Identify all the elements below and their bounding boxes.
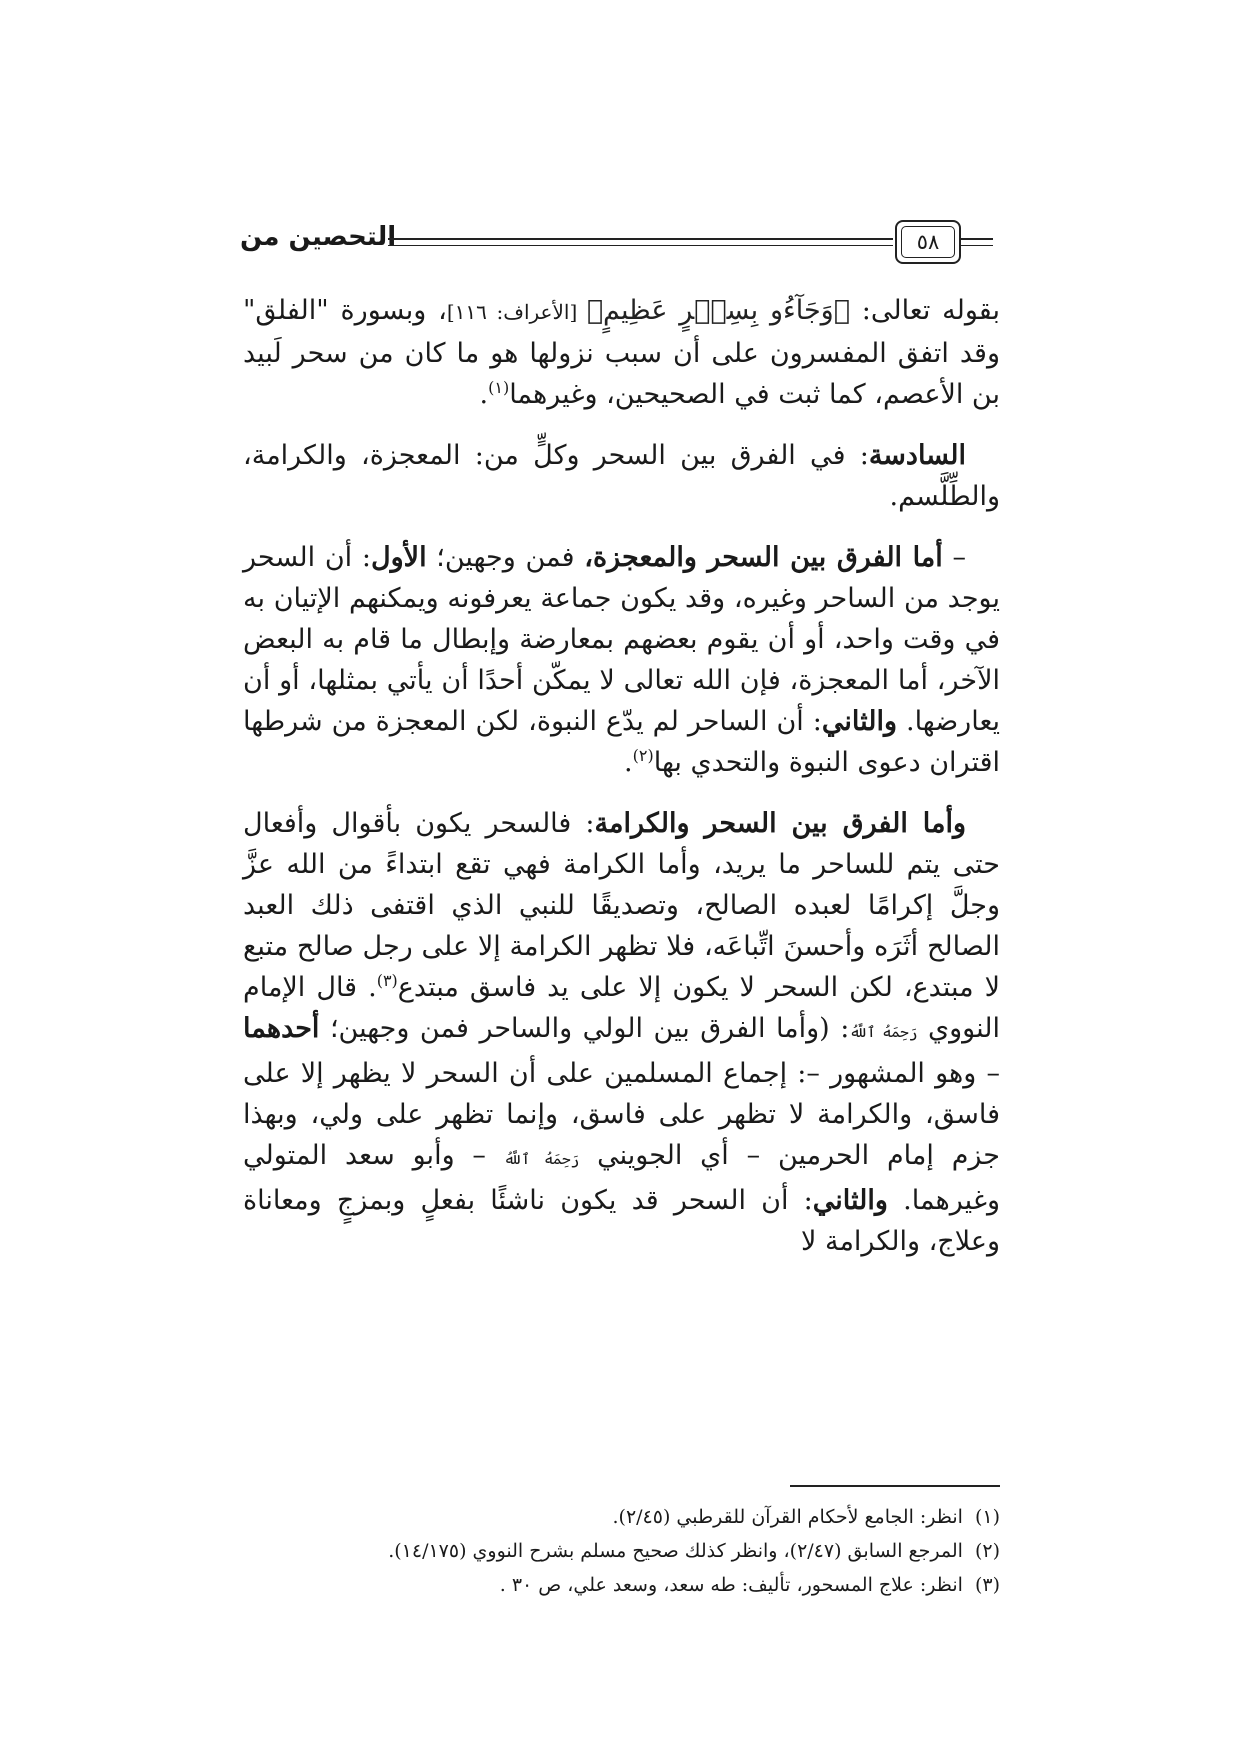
label-second: والثاني bbox=[821, 706, 898, 737]
p4-text: – وهو المشهور –: إجماع المسلمين على أن السحر لا يظهر إلا على فاسق، والكرامة لا تظهر على فاسق، وإنما تظهر على ولي، وبهذا جزم إمام الحرمين – أي الجويني bbox=[243, 1058, 1000, 1171]
page-number: ٥٨ bbox=[916, 230, 940, 254]
p3-text: . bbox=[624, 747, 633, 778]
label-one-of-them: أحدهما bbox=[243, 1013, 320, 1044]
page-number-badge bbox=[895, 220, 961, 264]
p1-text: بقوله تعالى: bbox=[849, 295, 1000, 326]
heading-sixth: السادسة bbox=[868, 440, 966, 471]
paragraph-2 bbox=[243, 435, 1000, 517]
page-body bbox=[243, 290, 1000, 1282]
p4-text: . قال الإمام النووي bbox=[243, 972, 1001, 1044]
header-rule-bottom-left bbox=[388, 245, 893, 246]
footnote-ref-1[interactable]: (١) bbox=[488, 378, 510, 397]
label-first: الأول bbox=[371, 542, 427, 573]
footnote-text: انظر: الجامع لأحكام القرآن للقرطبي (٢/٤٥). bbox=[612, 1506, 963, 1528]
paragraph-3 bbox=[243, 537, 1000, 783]
honorific-glyph: رَحِمَهُ ٱللَّهُ bbox=[849, 1023, 918, 1041]
p4-text: : فالسحر يكون بأقوال وأفعال حتى يتم للساحر ما يريد، وأما الكرامة فهي تقع ابتداءً من الله عزَّ وجلَّ إكرامًا لعبده الصالح، وتصديقًا للنبي الذي اقتفى ذلك العبد الصالح أثَرَه وأحسنَ اتِّباعَه، فلا تظهر الكرامة إلا على رجل صالح متبع لا مبتدع، لكن السحر لا يكون إلا على يد فاسق مبتدع bbox=[243, 808, 1000, 1003]
honorific-glyph: رَحِمَهُ ٱللَّهُ bbox=[503, 1150, 580, 1168]
p3-text: – bbox=[942, 542, 966, 573]
p4-text: : (وأما الفرق بين الولي والساحر فمن وجهين؛ bbox=[319, 1013, 850, 1044]
p3-text: : أن السحر يوجد من الساحر وغيره، وقد يكون جماعة يعرفونه ويمكنهم الإتيان به في وقت واحد، أو أن يقوم بعضهم بمعارضة وإبطال ما قام به البعض الآخر، أما المعجزة، فإن الله تعالى لا يمكّن أحدًا أن يأتي بمثلها، أو أن يعارضها. bbox=[243, 542, 1000, 737]
p2-text: : في الفرق بين السحر وكلٍّ من: المعجزة، والكرامة، والطِّلَّسم. bbox=[243, 440, 1000, 512]
heading-magic-vs-miracle: أما الفرق بين السحر والمعجزة، bbox=[584, 542, 943, 573]
verse-reference: [الأعراف: ١١٦] bbox=[446, 300, 587, 324]
footnote-separator bbox=[790, 1485, 1000, 1487]
heading-magic-vs-karama: وأما الفرق بين السحر والكرامة bbox=[594, 808, 966, 839]
footnote-number: (٣) bbox=[974, 1574, 1000, 1596]
label-second: والثاني bbox=[812, 1185, 888, 1216]
quran-verse: ﴿وَجَآءُو بِسِحۡرٍ عَظِيمٍ﴾ bbox=[586, 295, 850, 326]
footnote-number: (١) bbox=[974, 1506, 1000, 1528]
header-rule-top-left bbox=[388, 238, 893, 240]
p3-text: فمن وجهين؛ bbox=[426, 542, 585, 573]
footnote-ref-3[interactable]: (٣) bbox=[376, 971, 398, 990]
footnotes bbox=[243, 1500, 1000, 1602]
footnote-number: (٢) bbox=[974, 1540, 1000, 1562]
footnote-1 bbox=[243, 1500, 1000, 1534]
paragraph-1 bbox=[243, 290, 1000, 415]
running-title: التحصين من bbox=[240, 222, 397, 252]
p3-text: : أن الساحر لم يدّع النبوة، لكن المعجزة من شرطها اقتران دعوى النبوة والتحدي بها bbox=[243, 706, 1000, 778]
p4-text: : أن السحر قد يكون ناشئًا بفعلٍ وبمزجٍ ومعاناة وعلاج، والكرامة لا bbox=[243, 1185, 1000, 1257]
footnote-2 bbox=[243, 1534, 1000, 1568]
footnote-3 bbox=[243, 1568, 1000, 1602]
header-rule-top-right bbox=[959, 238, 993, 240]
footnote-text: انظر: علاج المسحور، تأليف: طه سعد، وسعد علي، ص ٣٠ . bbox=[499, 1574, 963, 1596]
footnote-text: المرجع السابق (٢/٤٧)، وانظر كذلك صحيح مسلم بشرح النووي (١٤/١٧٥). bbox=[388, 1540, 963, 1562]
p4-text: – وأبو سعد المتولي وغيرهما. bbox=[243, 1140, 1000, 1216]
header-rule-bottom-right bbox=[959, 245, 993, 246]
footnote-ref-2[interactable]: (٢) bbox=[632, 746, 654, 765]
p1-text: ، وبسورة "الفلق" وقد اتفق المفسرون على أن سبب نزولها هو ما كان من سحر لَبيد بن الأعصم، كما ثبت في الصحيحين، وغيرهما bbox=[243, 295, 1000, 410]
paragraph-4 bbox=[243, 803, 1000, 1262]
p1-text: . bbox=[479, 379, 489, 410]
page-header bbox=[240, 218, 1000, 268]
